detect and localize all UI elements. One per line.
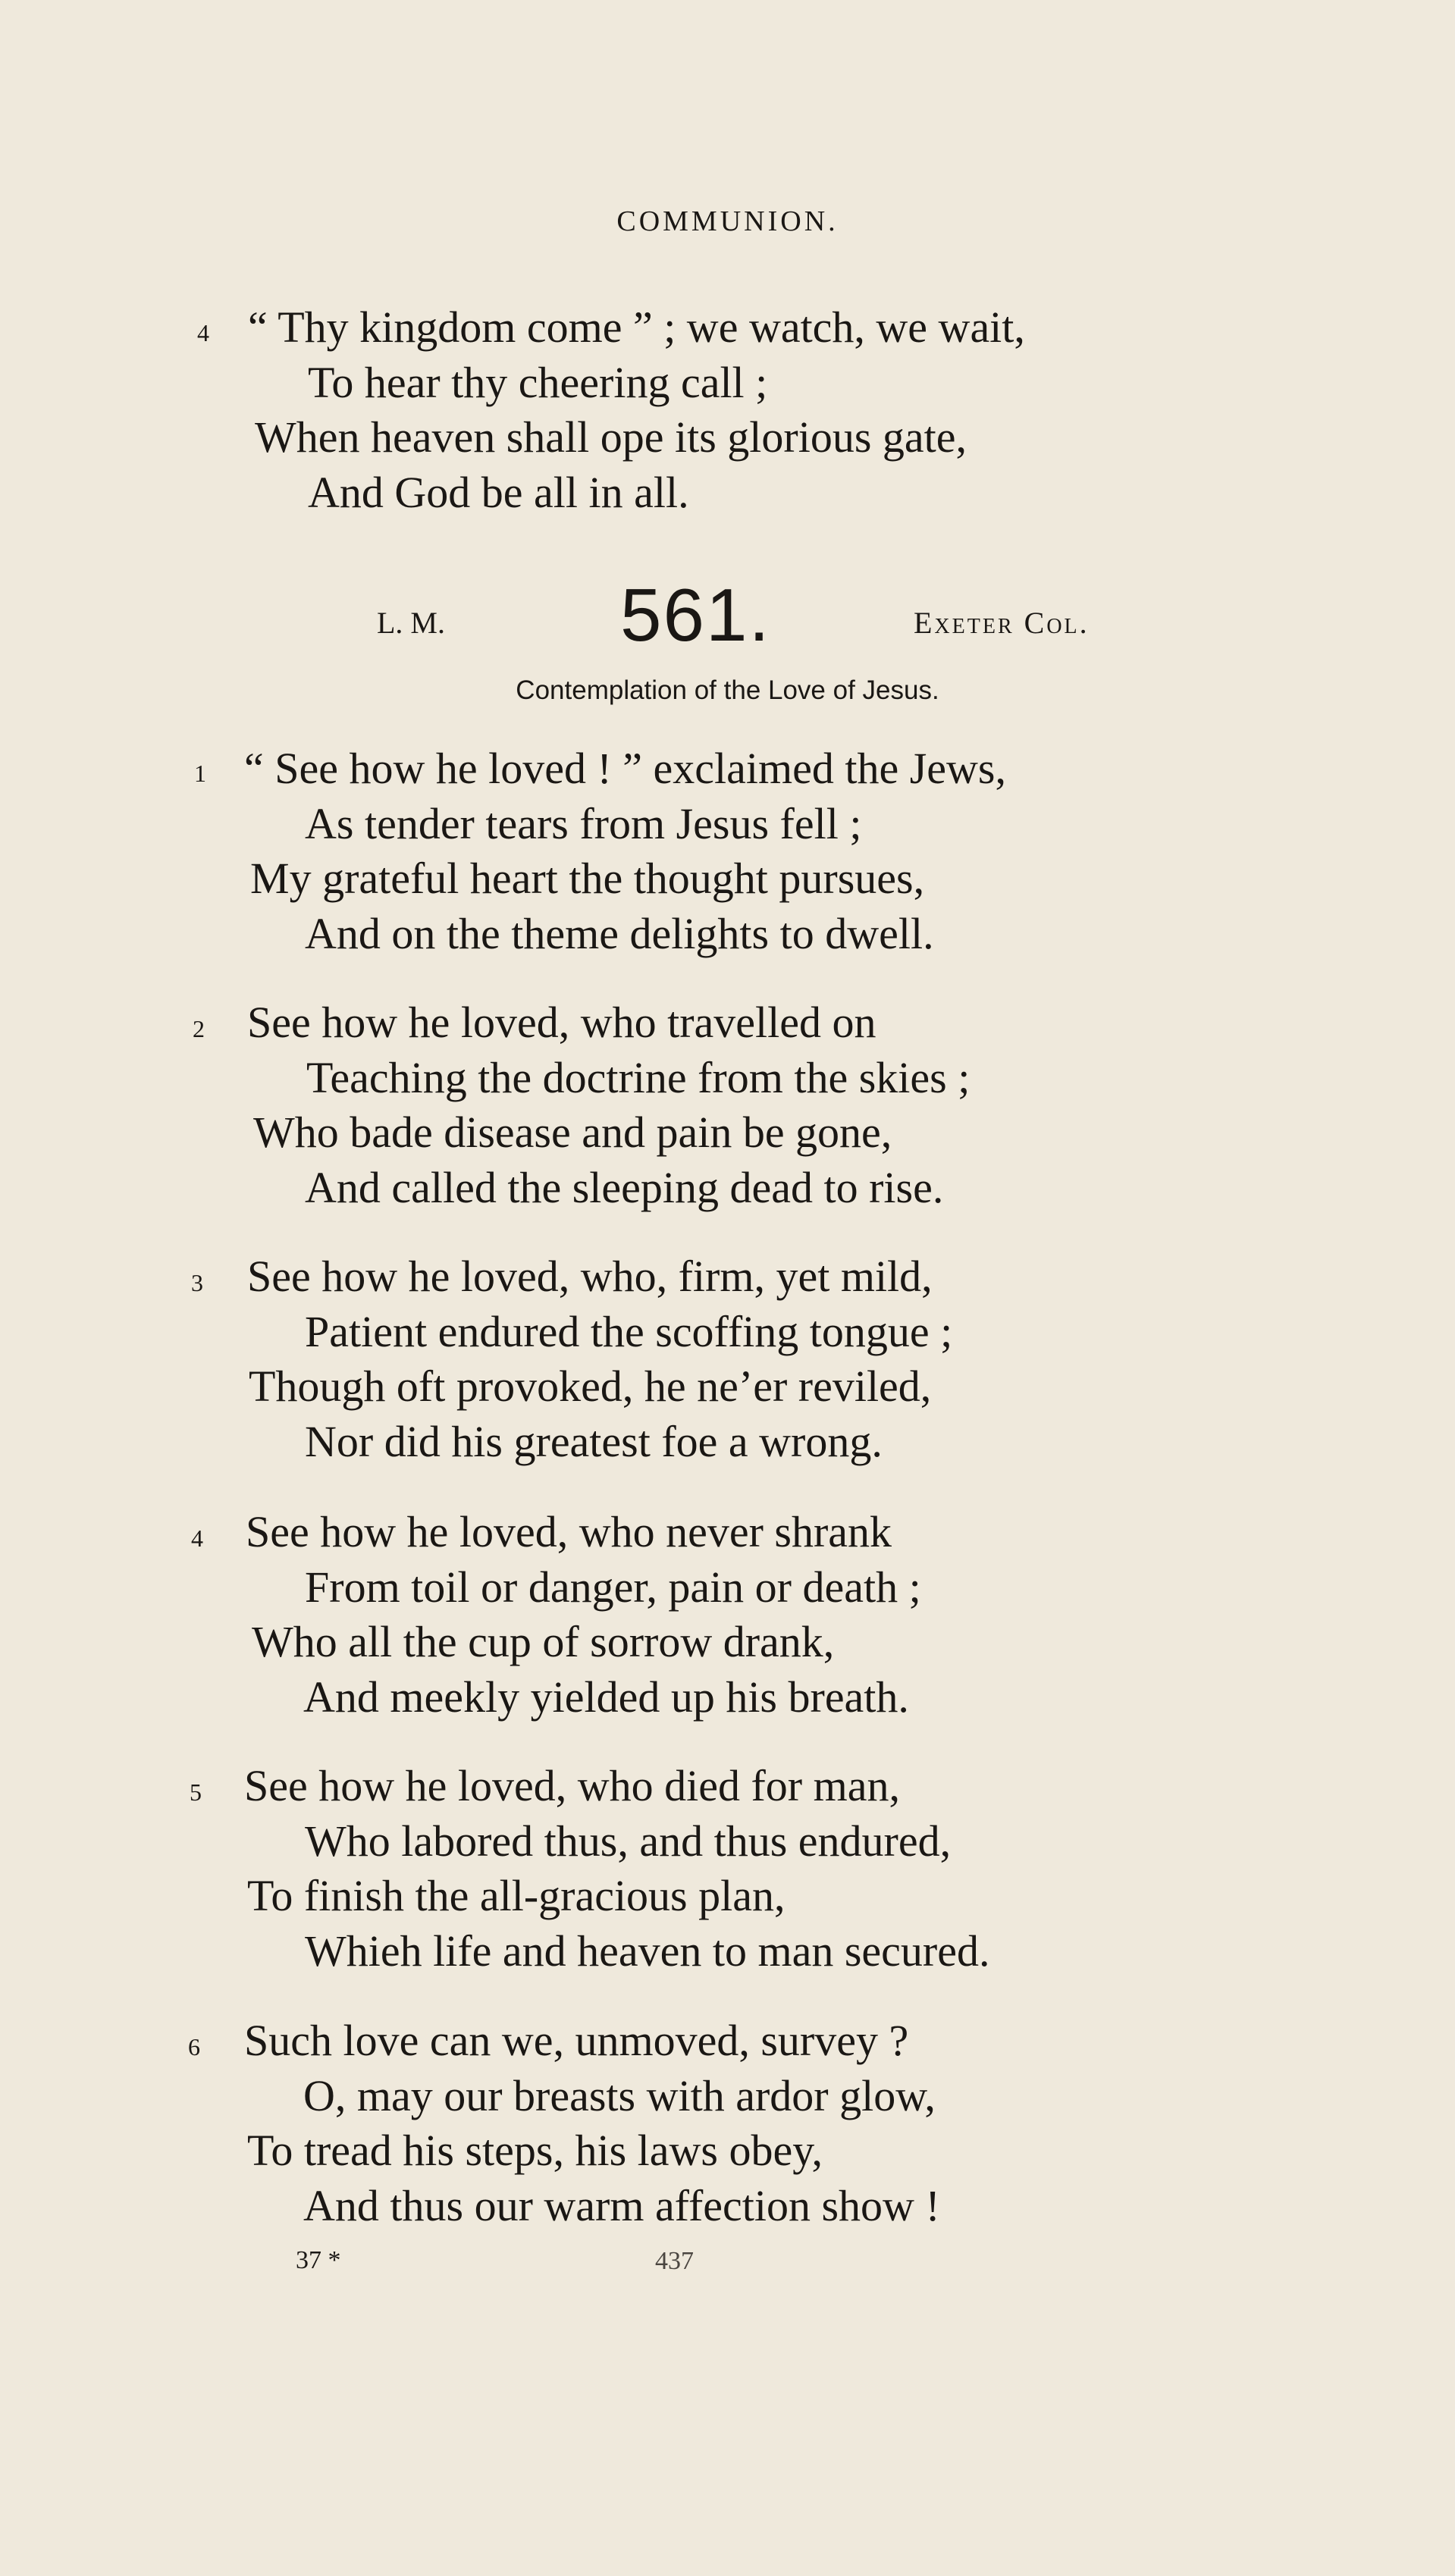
verse-line: See how he loved, who died for man,	[244, 1761, 900, 1810]
signature-mark: 37 *	[296, 2246, 341, 2274]
verse-number: 4	[191, 1525, 203, 1552]
verse-line: “ See how he loved ! ” exclaimed the Jews,	[244, 744, 1006, 793]
hymn-subtitle: Contemplation of the Love of Jesus.	[516, 675, 939, 705]
verse-line: Who bade disease and pain be gone,	[253, 1108, 892, 1157]
verse-line: “ Thy kingdom come ” ; we watch, we wait,	[248, 302, 1025, 352]
verse-number: 5	[190, 1778, 202, 1806]
verse-line: Whieh life and heaven to man secured.	[305, 1926, 990, 1976]
hymn-header	[0, 573, 1455, 657]
verse-line: To hear thy cheering call ;	[308, 358, 768, 407]
verse-line: Teaching the doctrine from the skies ;	[306, 1053, 971, 1102]
verse-line: See how he loved, who never shrank	[246, 1507, 892, 1556]
page-number: 437	[655, 2247, 694, 2275]
verse-line: And God be all in all.	[308, 468, 689, 517]
verse-line: Such love can we, unmoved, survey ?	[244, 2016, 909, 2065]
verse-line: As tender tears from Jesus fell ;	[305, 799, 862, 848]
verse-line: Who labored thus, and thus endured,	[305, 1816, 952, 1866]
verse-line: See how he loved, who travelled on	[247, 998, 876, 1047]
verse-line: See how he loved, who, firm, yet mild,	[247, 1252, 933, 1301]
verse-line: My grateful heart the thought pursues,	[250, 854, 925, 903]
running-header: COMMUNION.	[616, 205, 839, 237]
verse-line: When heaven shall ope its glorious gate,	[255, 412, 967, 462]
verse-line: Nor did his greatest foe a wrong.	[305, 1417, 883, 1466]
verse-line: To finish the all-gracious plan,	[247, 1871, 786, 1920]
verse-line: O, may our breasts with ardor glow,	[303, 2071, 936, 2120]
verse-line: Who all the cup of sorrow drank,	[252, 1617, 835, 1666]
verse-number: 6	[188, 2033, 200, 2060]
verse-number: 3	[191, 1269, 203, 1296]
verse-line: From toil or danger, pain or death ;	[305, 1562, 921, 1612]
verse-line: Patient endured the scoffing tongue ;	[305, 1307, 953, 1356]
verse-line: And on the theme delights to dwell.	[305, 909, 934, 958]
hymn-tune: Exeter Col.	[914, 606, 1090, 640]
verse-line: And thus our warm affection show !	[303, 2181, 940, 2230]
verse-line: Though oft provoked, he ne’er reviled,	[249, 1362, 932, 1411]
verse-line: And called the sleeping dead to rise.	[305, 1163, 944, 1212]
verse-number: 1	[194, 760, 206, 787]
hymn-meter: L. M.	[377, 606, 445, 640]
verse-number: 4	[197, 319, 209, 346]
verse-number: 2	[193, 1015, 205, 1042]
verse-line: And meekly yielded up his breath.	[303, 1672, 909, 1722]
verse-line: To tread his steps, his laws obey,	[247, 2126, 823, 2175]
hymn-number: 561.	[620, 573, 771, 657]
